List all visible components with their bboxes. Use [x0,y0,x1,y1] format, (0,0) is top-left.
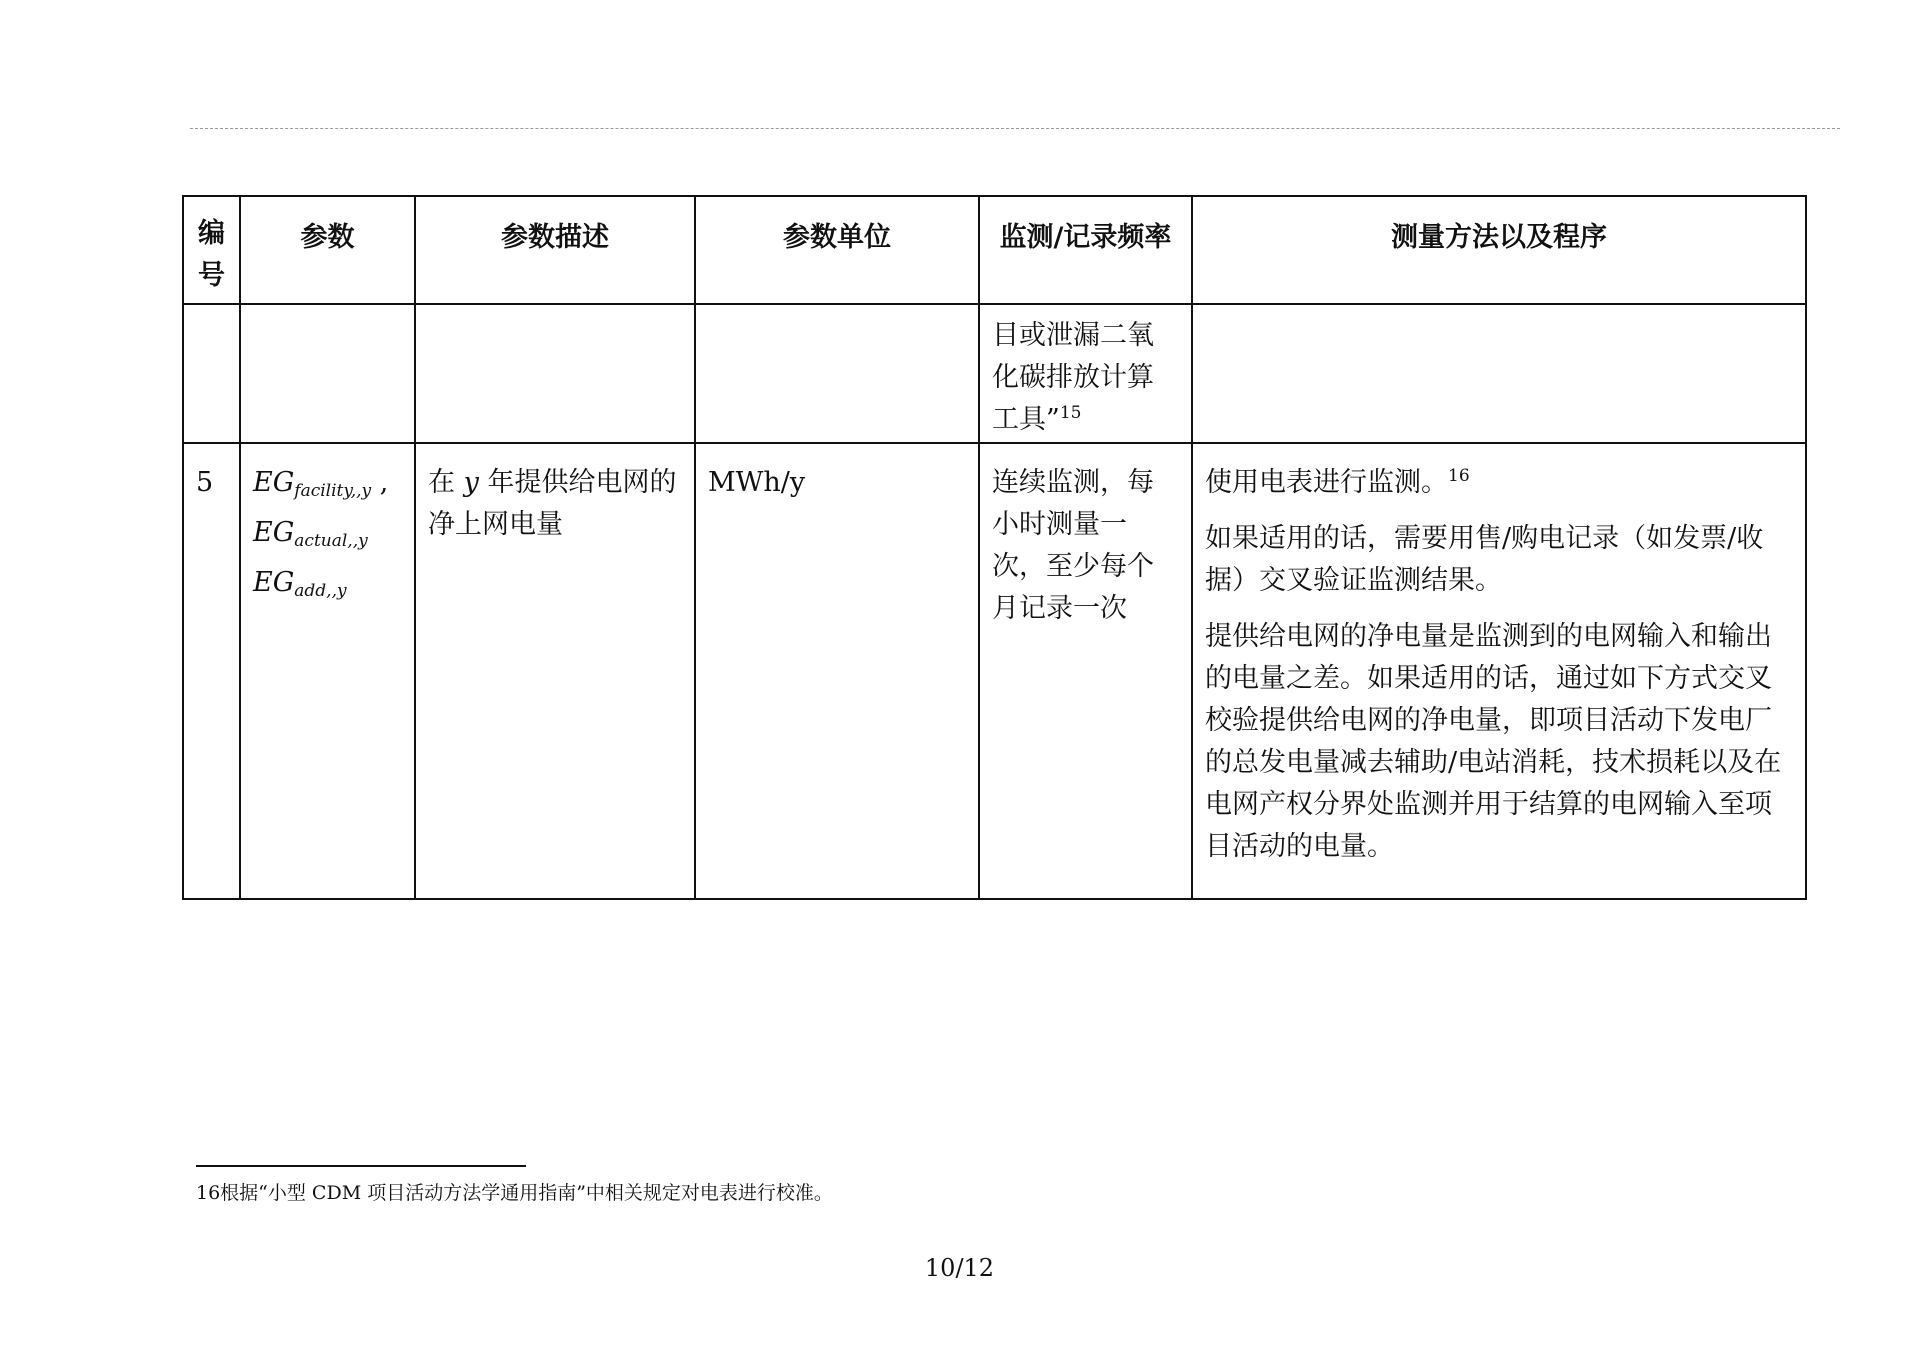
row5-freq: 连续监测，每小时测量一次，至少每个月记录一次 [979,443,1192,899]
param-eg-add [253,562,402,612]
header-unit: 参数单位 [695,196,979,304]
header-no [183,196,240,304]
row5-param-cell [240,443,415,899]
row5-no: 5 [183,443,240,899]
param-symbol: EG [253,517,295,548]
method-paragraph-1 [1205,462,1793,504]
table-row-continuation [183,304,1806,443]
header-freq: 监测/记录频率 [979,196,1192,304]
footnote-rule [196,1165,526,1167]
footnote-ref-15: 15 [1059,403,1082,423]
cont-freq-cell [979,304,1192,443]
table-row-5 [183,443,1806,899]
cont-desc-cell [415,304,695,443]
header-param: 参数 [240,196,415,304]
desc-after: 年提供给电网的净上网电量 [428,467,677,540]
param-separator: , [371,467,389,498]
cont-unit-cell [695,304,979,443]
param-symbol: EG [253,467,295,498]
param-subscript: facility,,y [294,481,372,501]
param-eg-actual [253,512,402,562]
header-no-label: 编号 [198,218,225,291]
cont-param-cell [240,304,415,443]
method-paragraph-3: 提供给电网的净电量是监测到的电网输入和输出的电量之差。如果适用的话，通过如下方式交叉校验提供给电网的净电量，即项目活动下发电厂的总发电量减去辅助/电站消耗，技术损耗以及在电网产权分界处监测并用于结算的电网输入至项目活动的电量。 [1205,621,1782,862]
row5-method-cell [1192,443,1806,899]
table-header-row [183,196,1806,304]
footnote-ref-16: 16 [1448,466,1470,486]
desc-before: 在 [428,467,464,498]
param-symbol: EG [253,567,295,598]
cont-no-cell [183,304,240,443]
row5-unit: MWh/y [695,443,979,899]
header-rule [190,128,1840,129]
row5-desc-cell [415,443,695,899]
page-number: 10/12 [924,1254,995,1282]
param-eg-facility [253,462,402,512]
parameter-table [182,195,1807,900]
param-subscript: actual,,y [294,531,368,551]
desc-var-y: y [463,467,479,498]
header-method: 测量方法以及程序 [1192,196,1806,304]
cont-method-cell [1192,304,1806,443]
method-paragraph-2: 如果适用的话，需要用售/购电记录（如发票/收据）交叉验证监测结果。 [1205,523,1764,596]
footnote-16: 16根据“小型 CDM 项目活动方法学通用指南”中相关规定对电表进行校准。 [196,1182,833,1204]
cont-freq-text: 目或泄漏二氧化碳排放计算工具” [992,320,1154,435]
header-desc: 参数描述 [415,196,695,304]
method-p1-text: 使用电表进行监测。 [1205,467,1448,498]
param-subscript: add,,y [294,581,347,601]
